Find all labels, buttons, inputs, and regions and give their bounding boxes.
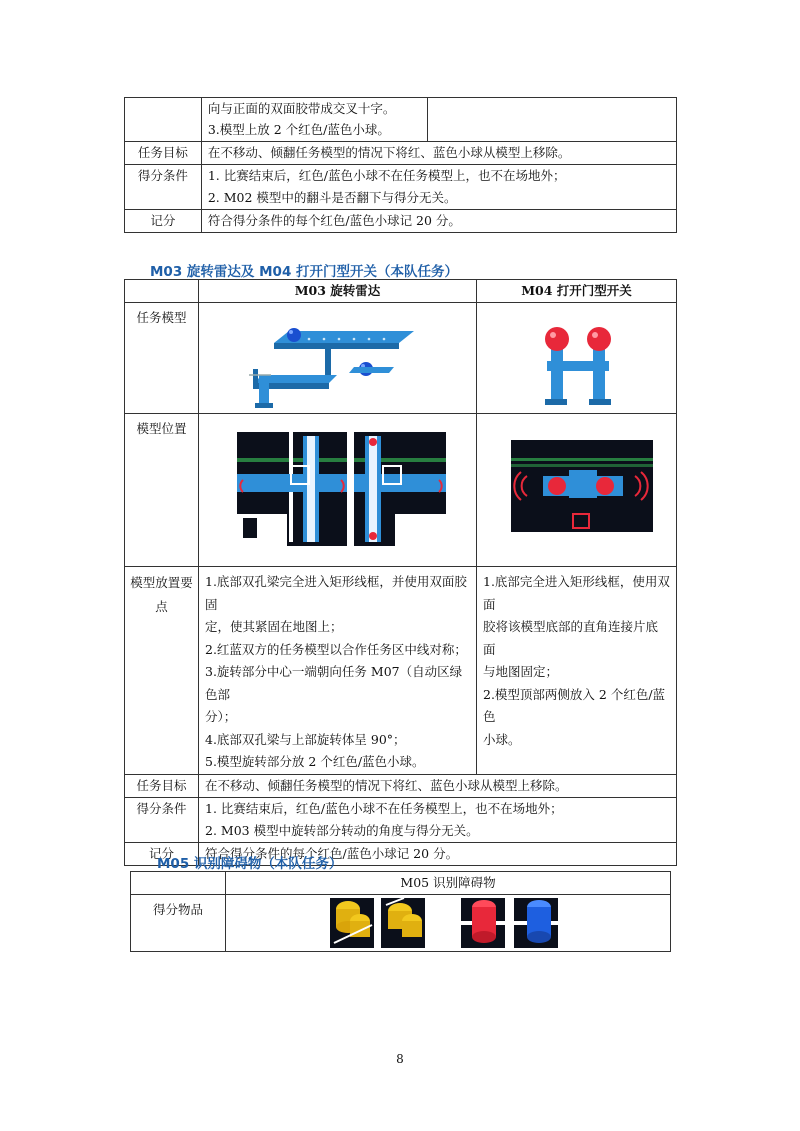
items-label: 得分物品 bbox=[131, 895, 226, 952]
text-line: 3.模型上放 2 个红色/蓝色小球。 bbox=[207, 122, 390, 137]
points-label: 记分 bbox=[125, 842, 199, 865]
label-line: 模型放置要 bbox=[130, 575, 193, 590]
table-m02-continuation bbox=[124, 97, 677, 233]
score-text bbox=[199, 797, 677, 842]
m04-position-image bbox=[477, 414, 677, 567]
label-line: 点 bbox=[155, 599, 168, 614]
continued-placement-cell bbox=[201, 98, 428, 142]
score-label: 得分条件 bbox=[125, 165, 202, 210]
empty-label-cell bbox=[125, 98, 202, 142]
section-title-m03-m04: M03 旋转雷达及 M04 打开门型开关（本队任务） bbox=[150, 264, 459, 280]
table-m03-m04 bbox=[124, 279, 677, 866]
position-label: 模型位置 bbox=[125, 414, 199, 567]
radar-position-map bbox=[199, 414, 476, 566]
text-line: 与地图固定； bbox=[483, 664, 559, 679]
score-label: 得分条件 bbox=[125, 797, 199, 842]
text-line: 1. 比赛结束后，红色/蓝色小球不在任务模型上，也不在场地外； bbox=[207, 168, 566, 183]
goal-text: 在不移动、倾翻任务模型的情况下将红、蓝色小球从模型上移除。 bbox=[199, 774, 677, 797]
points-label: 记分 bbox=[125, 210, 202, 233]
text-line: 2.模型顶部两侧放入 2 个红色/蓝色 bbox=[483, 686, 666, 724]
page-number: 8 bbox=[396, 1052, 404, 1066]
text-line: 1.底部完全进入矩形线框，使用双面 bbox=[483, 574, 670, 612]
empty-cell bbox=[428, 98, 677, 142]
points-text: 符合得分条件的每个红色/蓝色小球记 20 分。 bbox=[201, 210, 676, 233]
text-line: 小球。 bbox=[483, 731, 521, 747]
text-line: 2.红蓝双方的任务模型以合作任务区中线对称； bbox=[205, 641, 467, 657]
gate-switch-model-illustration bbox=[477, 303, 676, 413]
text-line: 定，使其紧固在地图上； bbox=[205, 619, 343, 634]
text-line: 3.旋转部分中心一端朝向任务 M07（自动区绿色部 bbox=[205, 664, 463, 702]
text-line: 2. M02 模型中的翻斗是否翻下与得分无关。 bbox=[207, 190, 457, 205]
goal-label: 任务目标 bbox=[125, 774, 199, 797]
placement-label bbox=[125, 567, 199, 775]
text-line: 5.模型旋转部分放 2 个红色/蓝色小球。 bbox=[205, 754, 425, 769]
col-header-m04: M04 打开门型开关 bbox=[477, 280, 677, 303]
text-line: 2. M03 模型中旋转部分转动的角度与得分无关。 bbox=[205, 822, 479, 838]
section-title-m05: M05 识别障碍物（本队任务） bbox=[157, 856, 343, 872]
empty-header-cell bbox=[131, 872, 226, 895]
text-line: 分）； bbox=[205, 709, 237, 724]
m04-placement-points bbox=[477, 567, 677, 775]
goal-text: 在不移动、倾翻任务模型的情况下将红、蓝色小球从模型上移除。 bbox=[201, 142, 676, 165]
m04-model-image bbox=[477, 303, 677, 414]
text-line: 向与正面的双面胶带成交叉十字。 bbox=[207, 101, 396, 116]
col-header-m03: M03 旋转雷达 bbox=[199, 280, 477, 303]
score-text bbox=[201, 165, 676, 210]
gate-switch-position-map bbox=[477, 414, 676, 566]
radar-model-illustration bbox=[199, 303, 476, 413]
col-header-m05: M05 识别障碍物 bbox=[226, 872, 671, 895]
goal-label: 任务目标 bbox=[125, 142, 202, 165]
text-line: 4.底部双孔梁与上部旋转体呈 90°； bbox=[205, 731, 406, 747]
text-line: 1. 比赛结束后，红色/蓝色小球不在任务模型上，也不在场地外； bbox=[205, 800, 563, 816]
m03-model-image bbox=[199, 303, 477, 414]
empty-header-cell bbox=[125, 280, 199, 303]
m03-placement-points bbox=[199, 567, 477, 775]
obstacle-items-illustration bbox=[226, 895, 670, 951]
points-text: 符合得分条件的每个红色/蓝色小球记 20 分。 bbox=[199, 842, 677, 865]
text-line: 胶将该模型底部的直角连接片底面 bbox=[483, 619, 659, 657]
model-label: 任务模型 bbox=[125, 303, 199, 414]
m03-position-image bbox=[199, 414, 477, 567]
table-m05 bbox=[130, 871, 671, 952]
text-line: 1.底部双孔梁完全进入矩形线框，并使用双面胶固 bbox=[205, 574, 467, 612]
m05-items-images bbox=[226, 895, 671, 952]
